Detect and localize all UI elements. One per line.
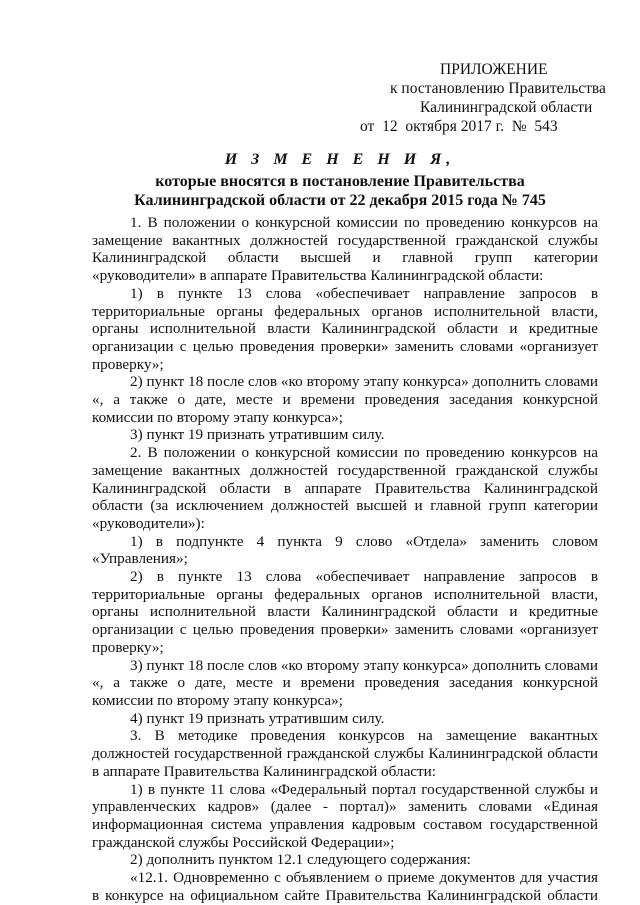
paragraph: 2. В положении о конкурсной комиссии по проведению конкурсов на замещение вакантных должностей государственной гражданской службы Калининградской области в аппарате Правительства Калининградской области (за исключением должностей высшей и главной групп категории «руководители»): <box>92 444 598 532</box>
paragraph: 1) в подпункте 4 пункта 9 слово «Отдела» заменить словом «Управления»; <box>92 532 598 568</box>
paragraph: «12.1. Одновременно с объявлением о приеме документов для участия в конкурсе на официальном сайте Правительства Калининградской области <box>92 869 598 904</box>
document-subtitle: Калининградской области от 22 декабря 2015 года № 745 <box>134 192 546 209</box>
paragraph: 3) пункт 19 признать утратившим силу. <box>130 426 385 444</box>
appendix-line: Калининградской области <box>420 99 593 116</box>
paragraph: 3. В методике проведения конкурсов на замещение вакантных должностей государственной гражданской службы Калининградской области в аппарате Правительства Калининградской области: <box>92 727 598 780</box>
document-header <box>80 150 600 210</box>
paragraph: 2) пункт 18 после слов «ко второму этапу конкурса» дополнить словами «, а также о дате, месте и времени проведения заседания конкурсной комиссии по второму этапу конкурса»; <box>92 373 598 426</box>
paragraph: 1. В положении о конкурсной комиссии по проведению конкурсов на замещение вакантных должностей государственной гражданской службы Калининградской области высшей и главной групп категории «руководители» в аппарате Правительства Калининградской области: <box>92 214 598 285</box>
appendix-block <box>360 60 610 136</box>
appendix-title: ПРИЛОЖЕНИЕ <box>440 61 548 78</box>
paragraph: 1) в пункте 13 слова «обеспечивает направление запросов в территориальные органы федеральных органов исполнительной власти, органы исполнительной власти Калининградской области и кредитные организации с целью проведения проверки» заменить словами «организует проверку»; <box>92 284 598 373</box>
paragraph: 3) пункт 18 после слов «ко второму этапу конкурса» дополнить словами «, а также о дате, месте и времени проведения заседания конкурсной комиссии по второму этапу конкурса»; <box>92 656 598 709</box>
document-body <box>92 214 598 904</box>
paragraph: 1) в пункте 11 слова «Федеральный портал государственной службы и управленческих кадров» (далее - портал)» заменить словами «Единая информационная система управления кадровым составом государственной гражданской службы Российской Федерации»; <box>92 780 598 851</box>
appendix-date-number: от 12 октября 2017 г. № 543 <box>360 118 558 135</box>
paragraph: 2) в пункте 13 слова «обеспечивает направление запросов в территориальные органы федеральных органов исполнительной власти, органы исполнительной власти Калининградской области и кредитные организации с целью проведения проверки» заменить словами «организует проверку»; <box>92 568 598 656</box>
document-title: И З М Е Н Е Н И Я, <box>224 151 456 168</box>
appendix-line: к постановлению Правительства <box>390 80 606 97</box>
document-subtitle: которые вносятся в постановление Правительства <box>155 173 525 190</box>
paragraph: 4) пункт 19 признать утратившим силу. <box>130 709 385 727</box>
paragraph: 2) дополнить пунктом 12.1 следующего содержания: <box>130 851 471 869</box>
